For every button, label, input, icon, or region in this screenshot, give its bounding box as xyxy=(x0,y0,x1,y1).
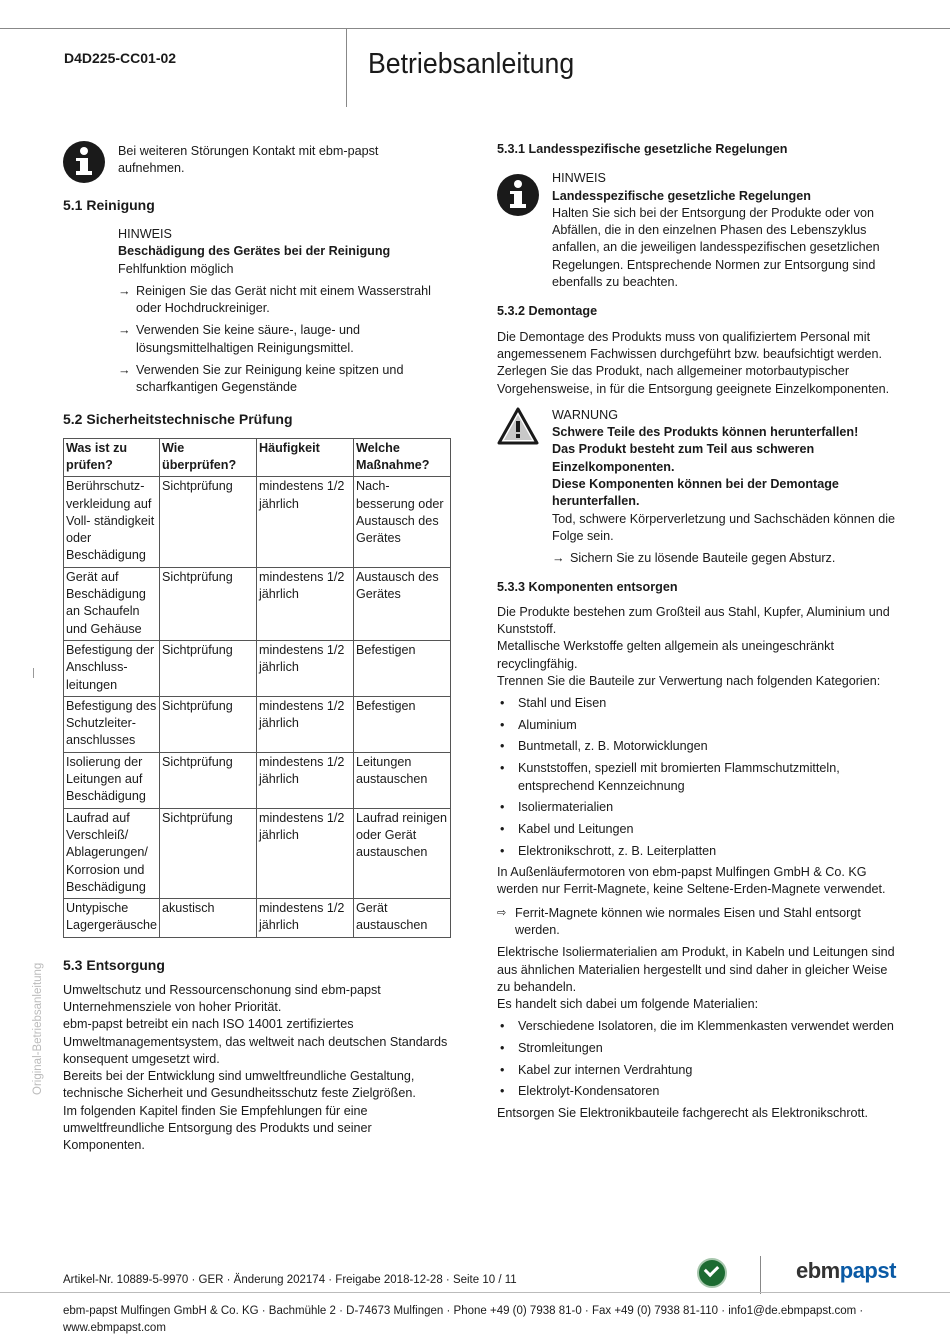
arrow-icon: → xyxy=(118,283,131,298)
dismantling-text: Die Demontage des Produkts muss von qualifiziertem Personal mit angemessenem Fachwissen durchgeführt bzw. beaufsichtigt werden. Zerlegen Sie das Produkt, nach allgemeiner motorbautypischer Vorgehensweise, in für die Entsorgung geeignete Einzelkomponenten. xyxy=(497,329,890,396)
sidebar-label: Original-Betriebsanleitung xyxy=(32,962,44,1095)
table-cell: Befestigen xyxy=(354,696,451,752)
bullet-icon: • xyxy=(500,739,505,754)
notice-title: Landesspezifische gesetzliche Regelungen xyxy=(552,188,811,203)
header-divider xyxy=(346,28,347,107)
table-cell: mindestens 1/2 jährlich xyxy=(257,696,354,752)
components-intro xyxy=(497,604,897,690)
arrow-icon: → xyxy=(552,551,565,566)
table-cell: Untypische Lagergeräusche xyxy=(64,899,160,938)
result-item: ⇨ Ferrit-Magnete können wie normales Eisen und Stahl entsorgt werden. xyxy=(497,905,897,940)
magnets-text: In Außenläufermotoren von ebm-papst Mulfingen GmbH & Co. KG werden nur Ferrit-Magnete, keine Seltene-Erden-Magnete verwendet. xyxy=(497,865,886,897)
paragraph: Die Produkte bestehen zum Großteil aus Stahl, Kupfer, Aluminium und Kunststoff. xyxy=(497,604,890,637)
table-cell: Berührschutz-verkleidung auf Voll- ständigkeit oder Beschädigung xyxy=(64,477,160,567)
warning-title: Schwere Teile des Produkts können herunterfallen! xyxy=(552,425,859,440)
list-item: • Elektronikschrott, z. B. Leiterplatten xyxy=(497,843,897,860)
warning-text: Tod, schwere Körperverletzung und Sachschäden können die Folge sein. xyxy=(552,511,896,543)
table-cell: akustisch xyxy=(160,899,257,938)
cleaning-notice xyxy=(118,226,448,397)
table-row xyxy=(64,899,451,938)
arrow-icon: → xyxy=(118,363,131,378)
table-header: Welche Maßnahme? xyxy=(354,438,451,477)
footer-company: ebm-papst Mulfingen GmbH & Co. KG · Bachmühle 2 · D-74673 Mulfingen · Phone +49 (0) 7938 81-0 · Fax +49 (0) 7938 81-110 · info1@de.ebmpapst.com · www.ebmpapst.com xyxy=(63,1305,864,1335)
paragraph: Umweltschutz und Ressourcenschonung sind ebm-papst Unternehmensziele von hoher Priorität. xyxy=(63,982,381,1014)
paragraph: Es handelt sich dabei um folgende Materialien: xyxy=(497,997,759,1012)
warning-detail: Das Produkt besteht zum Teil aus schweren Einzelkomponenten. xyxy=(552,442,815,474)
paragraph: ebm-papst betreibt ein nach ISO 14001 zertifiziertes Umweltmanagementsystem, das weltweit nach deutschen Standards konsequent umgesetzt wird. xyxy=(63,1017,448,1066)
notice-text: Fehlfunktion möglich xyxy=(118,261,234,276)
ebmpapst-logo: ebmpapst xyxy=(796,1258,896,1283)
list-item: • Kabel zur internen Verdrahtung xyxy=(497,1062,897,1079)
table-cell: Sichtprüfung xyxy=(160,808,257,898)
footer-rule xyxy=(0,1292,950,1293)
notice-label: HINWEIS xyxy=(118,227,172,241)
table-cell: Isolierung der Leitungen auf Beschädigung xyxy=(64,752,160,808)
paragraph: Bereits bei der Entwicklung sind umweltfreundliche Gestaltung, technische Sicherheit und Gesundheitsschutz feste Zielgrößen. xyxy=(63,1069,416,1101)
bullet-icon: • xyxy=(500,1019,505,1034)
intro-note xyxy=(63,141,448,183)
side-tick xyxy=(33,668,34,678)
table-cell: mindestens 1/2 jährlich xyxy=(257,640,354,696)
table-header: Wie überprüfen? xyxy=(160,438,257,477)
table-header-row xyxy=(64,438,451,477)
table-cell: mindestens 1/2 jährlich xyxy=(257,752,354,808)
info-icon xyxy=(63,141,105,183)
table-row xyxy=(64,640,451,696)
table-cell: Austausch des Gerätes xyxy=(354,567,451,640)
table-cell: Sichtprüfung xyxy=(160,567,257,640)
table-cell: mindestens 1/2 jährlich xyxy=(257,567,354,640)
paragraph: Im folgenden Kapitel finden Sie Empfehlungen für eine umweltfreundliche Entsorgung des Produkts und seiner Komponenten. xyxy=(63,1103,372,1153)
table-cell: Befestigung des Schutzleiter-anschlusses xyxy=(64,696,160,752)
insulation-text xyxy=(497,944,897,1013)
list-item: → Verwenden Sie zur Reinigung keine spitzen und scharfkantigen Gegenstände xyxy=(118,362,448,397)
bullet-icon: • xyxy=(500,1040,505,1055)
table-header: Häufigkeit xyxy=(257,438,354,477)
paragraph: Elektrische Isoliermaterialien am Produkt, in Kabeln und Leitungen sind aus ähnlichen Materialien hergestellt und sind daher in gleicher Weise zu behandeln. xyxy=(497,945,895,994)
list-item: • Elektrolyt-Kondensatoren xyxy=(497,1083,897,1100)
section-5-3-heading: 5.3 Entsorgung xyxy=(63,956,165,973)
table-cell: Gerät austauschen xyxy=(354,899,451,938)
section-5-1-heading: 5.1 Reinigung xyxy=(63,197,155,213)
table-cell: Befestigen xyxy=(354,640,451,696)
section-5-3-3-heading: 5.3.3 Komponenten entsorgen xyxy=(497,579,678,594)
list-item: • Isoliermaterialien xyxy=(497,799,897,816)
table-cell: Nach-besserung oder Austausch des Gerätes xyxy=(354,477,451,567)
warning-label: WARNUNG xyxy=(552,407,618,422)
list-item: → Reinigen Sie das Gerät nicht mit einem Wasserstrahl oder Hochdruckreiniger. xyxy=(118,283,448,318)
table-row xyxy=(64,752,451,808)
info-icon xyxy=(497,174,539,216)
intro-note-text: Bei weiteren Störungen Kontakt mit ebm-papst aufnehmen. xyxy=(118,144,379,176)
bullet-icon: • xyxy=(500,822,505,837)
list-item: • Buntmetall, z. B. Motorwicklungen xyxy=(497,738,897,755)
warning-detail: Diese Komponenten können bei der Demontage herunterfallen. xyxy=(552,477,839,509)
table-cell: Gerät auf Beschädigung an Schaufeln und Gehäuse xyxy=(64,567,160,640)
list-item: • Stahl und Eisen xyxy=(497,695,897,712)
bullet-icon: • xyxy=(500,1084,505,1099)
bullet-icon: • xyxy=(500,717,505,732)
table-cell: Laufrad auf Verschleiß/ Ablagerungen/ Korrosion und Beschädigung xyxy=(64,808,160,898)
notice-label: HINWEIS xyxy=(552,171,606,186)
table-cell: mindestens 1/2 jährlich xyxy=(257,899,354,938)
footer-article: Artikel-Nr. 10889-5-9970 · GER · Änderung 202174 · Freigabe 2018-12-28 · Seite 10 / 11 xyxy=(63,1274,517,1286)
arrow-icon: → xyxy=(118,323,131,338)
warning-triangle-icon xyxy=(497,407,539,445)
right-column xyxy=(497,141,897,1122)
table-cell: mindestens 1/2 jährlich xyxy=(257,477,354,567)
paragraph: Trennen Sie die Bauteile zur Verwertung nach folgenden Kategorien: xyxy=(497,674,881,689)
section-5-3-1-heading: 5.3.1 Landesspezifische gesetzliche Regelungen xyxy=(497,142,788,156)
list-item: • Kabel und Leitungen xyxy=(497,821,897,838)
inspection-table xyxy=(63,438,451,938)
table-header: Was ist zu prüfen? xyxy=(64,438,160,477)
list-item: • Aluminium xyxy=(497,717,897,734)
section-5-3-2-heading: 5.3.2 Demontage xyxy=(497,304,598,319)
doc-title: Betriebsanleitung xyxy=(368,48,575,80)
result-arrow-icon: ⇨ xyxy=(497,906,507,919)
list-item: • Verschiedene Isolatoren, die im Klemmenkasten verwendet werden xyxy=(497,1018,897,1035)
table-cell: Befestigung der Anschluss-leitungen xyxy=(64,640,160,696)
regulations-notice xyxy=(497,170,897,291)
table-cell: Sichtprüfung xyxy=(160,477,257,567)
left-column xyxy=(63,141,448,1155)
doc-id: D4D225-CC01-02 xyxy=(64,50,177,66)
notice-title: Beschädigung des Gerätes bei der Reinigung xyxy=(118,244,391,259)
closing-text: Entsorgen Sie Elektronikbauteile fachgerecht als Elektronikschrott. xyxy=(497,1105,869,1120)
bullet-icon: • xyxy=(500,843,505,858)
table-row xyxy=(64,567,451,640)
table-row xyxy=(64,696,451,752)
section-5-2-heading: 5.2 Sicherheitstechnische Prüfung xyxy=(63,410,293,427)
list-item: • Stromleitungen xyxy=(497,1040,897,1057)
list-item: → Sichern Sie zu lösende Bauteile gegen Absturz. xyxy=(552,550,897,567)
notice-text: Halten Sie sich bei der Entsorgung der Produkte oder von Abfällen, die in den einzelnen Phasen des Lebenszyklus anfallen, an die jeweiligen landesspezifischen gesetzlichen Regelungen. Entsprechende Normen zur Entsorgung sind ebenfalls zu beachten. xyxy=(552,205,880,290)
paragraph: Metallische Werkstoffe gelten allgemein als uneingeschränkt recyclingfähig. xyxy=(497,639,834,671)
warning-block xyxy=(497,407,897,568)
disposal-text xyxy=(63,982,448,1155)
table-cell: Sichtprüfung xyxy=(160,640,257,696)
bullet-icon: • xyxy=(500,1062,505,1077)
logo-divider xyxy=(760,1256,761,1294)
table-cell: Sichtprüfung xyxy=(160,752,257,808)
table-cell: Sichtprüfung xyxy=(160,696,257,752)
table-cell: Leitungen austauschen xyxy=(354,752,451,808)
table-row xyxy=(64,808,451,898)
green-tech-badge-icon xyxy=(697,1258,727,1288)
table-cell: mindestens 1/2 jährlich xyxy=(257,808,354,898)
table-row xyxy=(64,477,451,567)
list-item: → Verwenden Sie keine säure-, lauge- und lösungsmittelhaltigen Reinigungsmittel. xyxy=(118,322,448,357)
table-cell: Laufrad reinigen oder Gerät austauschen xyxy=(354,808,451,898)
materials-list xyxy=(497,1018,897,1101)
categories-list xyxy=(497,695,897,860)
bullet-icon: • xyxy=(500,761,505,776)
header-rule xyxy=(0,28,950,29)
list-item: • Kunststoffen, speziell mit bromierten Flammschutzmitteln, entsprechend Kennzeichnung xyxy=(497,760,897,795)
bullet-icon: • xyxy=(500,800,505,815)
bullet-icon: • xyxy=(500,695,505,710)
